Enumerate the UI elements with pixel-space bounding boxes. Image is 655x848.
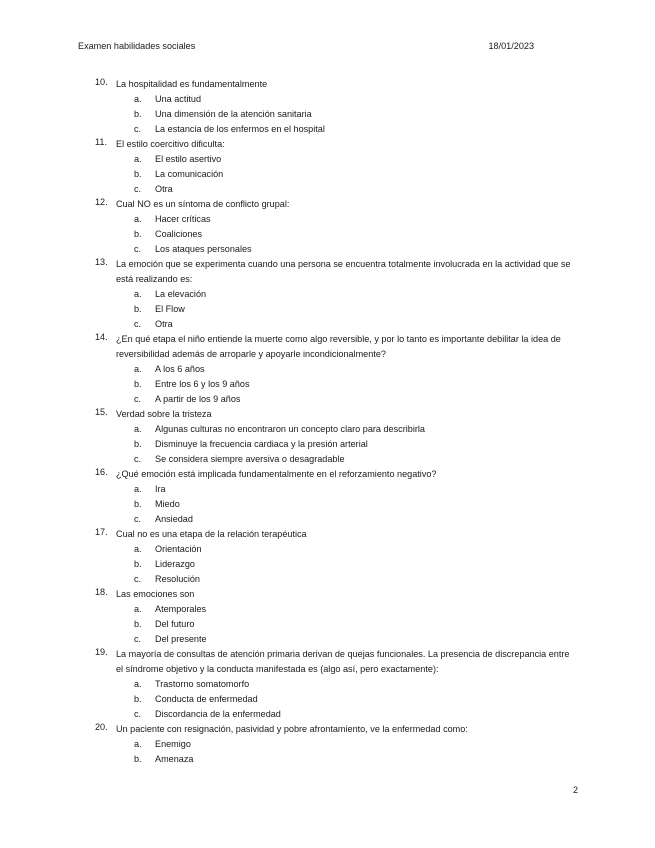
question-row — [0, 332, 579, 362]
option-text: Disminuye la frecuencia cardiaca y la presión arterial — [155, 439, 368, 449]
question-row — [0, 467, 579, 482]
question-text: ¿Qué emoción está implicada fundamentalmente en el reforzamiento negativo? — [116, 469, 437, 479]
question-number: 18. — [95, 587, 108, 597]
answer-option — [0, 212, 655, 227]
answer-option — [0, 422, 655, 437]
option-letter: b. — [134, 694, 142, 704]
question-item — [0, 137, 655, 197]
option-letter: a. — [134, 424, 142, 434]
option-text: Atemporales — [155, 604, 207, 614]
answer-option — [0, 677, 655, 692]
option-letter: b. — [134, 379, 142, 389]
document-date: 18/01/2023 — [488, 41, 534, 51]
option-text: El estilo asertivo — [155, 154, 222, 164]
answer-option — [0, 602, 655, 617]
option-text: La elevación — [155, 289, 207, 299]
option-text: Una dimensión de la atención sanitaria — [155, 109, 312, 119]
option-text: Miedo — [155, 499, 180, 509]
question-number: 14. — [95, 332, 108, 342]
question-item — [0, 647, 655, 722]
question-row — [0, 197, 579, 212]
option-text: Orientación — [155, 544, 202, 554]
question-text: Verdad sobre la tristeza — [116, 409, 212, 419]
option-letter: b. — [134, 559, 142, 569]
question-text: La hospitalidad es fundamentalmente — [116, 79, 268, 89]
question-item — [0, 407, 655, 467]
answer-option — [0, 392, 655, 407]
answer-option — [0, 707, 655, 722]
answer-option — [0, 692, 655, 707]
option-letter: b. — [134, 619, 142, 629]
option-letter: b. — [134, 499, 142, 509]
option-text: Entre los 6 y los 9 años — [155, 379, 250, 389]
document-title: Examen habilidades sociales — [78, 41, 196, 51]
option-text: Amenaza — [155, 754, 194, 764]
option-text: La comunicación — [155, 169, 224, 179]
option-text: Otra — [155, 184, 173, 194]
question-item — [0, 257, 655, 332]
option-text: Hacer críticas — [155, 214, 211, 224]
option-text: Liderazgo — [155, 559, 195, 569]
option-letter: b. — [134, 304, 142, 314]
option-letter: c. — [134, 244, 142, 254]
option-text: Discordancia de la enfermedad — [155, 709, 281, 719]
option-letter: a. — [134, 484, 142, 494]
page-header — [78, 41, 534, 55]
question-row — [0, 722, 579, 737]
option-letter: c. — [134, 394, 142, 404]
option-letter: b. — [134, 109, 142, 119]
question-text: La mayoría de consultas de atención primaria derivan de quejas funcionales. La presencia de discrepancia entre el síndrome objetivo y la conducta manifestada es (algo así, pero exactamente): — [116, 649, 570, 674]
question-number: 20. — [95, 722, 108, 732]
answer-option — [0, 317, 655, 332]
option-letter: c. — [134, 514, 142, 524]
option-letter: a. — [134, 544, 142, 554]
question-text: Cual NO es un síntoma de conflicto grupal: — [116, 199, 290, 209]
option-text: Los ataques personales — [155, 244, 252, 254]
question-text: La emoción que se experimenta cuando una persona se encuentra totalmente involucrada en la actividad que se está realizando es: — [116, 259, 571, 284]
question-row — [0, 77, 579, 92]
answer-option — [0, 557, 655, 572]
question-item — [0, 527, 655, 587]
question-number: 15. — [95, 407, 108, 417]
answer-option — [0, 107, 655, 122]
question-text: El estilo coercitivo dificulta: — [116, 139, 225, 149]
answer-option — [0, 512, 655, 527]
answer-option — [0, 152, 655, 167]
question-item — [0, 77, 655, 137]
answer-option — [0, 437, 655, 452]
question-row — [0, 137, 579, 152]
option-text: Resolución — [155, 574, 200, 584]
option-letter: c. — [134, 184, 142, 194]
option-letter: a. — [134, 739, 142, 749]
option-letter: a. — [134, 214, 142, 224]
question-number: 10. — [95, 77, 108, 87]
option-letter: a. — [134, 94, 142, 104]
question-item — [0, 722, 655, 767]
option-letter: c. — [134, 709, 142, 719]
answer-option — [0, 287, 655, 302]
option-letter: a. — [134, 679, 142, 689]
answer-option — [0, 452, 655, 467]
question-text: Un paciente con resignación, pasividad y pobre afrontamiento, ve la enfermedad como: — [116, 724, 468, 734]
option-letter: c. — [134, 574, 142, 584]
option-text: Ira — [155, 484, 166, 494]
answer-option — [0, 362, 655, 377]
option-letter: b. — [134, 229, 142, 239]
option-text: Trastorno somatomorfo — [155, 679, 250, 689]
answer-option — [0, 572, 655, 587]
option-letter: c. — [134, 124, 142, 134]
answer-option — [0, 377, 655, 392]
answer-option — [0, 632, 655, 647]
question-row — [0, 527, 579, 542]
question-number: 17. — [95, 527, 108, 537]
option-text: A partir de los 9 años — [155, 394, 241, 404]
question-list — [0, 77, 655, 767]
question-text: ¿En qué etapa el niño entiende la muerte como algo reversible, y por lo tanto es importante debilitar la idea de reversibilidad además de arroparle y apoyarle incondicionalmente? — [116, 334, 561, 359]
answer-option — [0, 182, 655, 197]
option-letter: b. — [134, 169, 142, 179]
answer-option — [0, 542, 655, 557]
option-text: Una actitud — [155, 94, 202, 104]
option-text: Conducta de enfermedad — [155, 694, 258, 704]
answer-option — [0, 227, 655, 242]
option-text: El Flow — [155, 304, 185, 314]
option-letter: a. — [134, 289, 142, 299]
option-text: Del presente — [155, 634, 207, 644]
option-letter: a. — [134, 604, 142, 614]
question-number: 11. — [95, 137, 107, 147]
question-row — [0, 587, 579, 602]
option-text: Algunas culturas no encontraron un concepto claro para describirla — [155, 424, 425, 434]
question-item — [0, 467, 655, 527]
option-text: A los 6 años — [155, 364, 205, 374]
option-text: La estancia de los enfermos en el hospital — [155, 124, 325, 134]
option-letter: a. — [134, 154, 142, 164]
option-letter: b. — [134, 439, 142, 449]
option-letter: c. — [134, 454, 142, 464]
answer-option — [0, 92, 655, 107]
answer-option — [0, 482, 655, 497]
answer-option — [0, 242, 655, 257]
question-row — [0, 257, 579, 287]
answer-option — [0, 122, 655, 137]
question-text: Las emociones son — [116, 589, 195, 599]
question-number: 16. — [95, 467, 108, 477]
answer-option — [0, 737, 655, 752]
answer-option — [0, 752, 655, 767]
question-row — [0, 407, 579, 422]
option-letter: b. — [134, 754, 142, 764]
question-text: Cual no es una etapa de la relación terapéutica — [116, 529, 307, 539]
option-letter: a. — [134, 364, 142, 374]
page-number: 2 — [573, 785, 579, 795]
answer-option — [0, 617, 655, 632]
option-letter: c. — [134, 634, 142, 644]
answer-option — [0, 302, 655, 317]
option-text: Enemigo — [155, 739, 191, 749]
question-row — [0, 647, 579, 677]
question-number: 19. — [95, 647, 108, 657]
option-text: Coaliciones — [155, 229, 203, 239]
answer-option — [0, 167, 655, 182]
question-item — [0, 197, 655, 257]
option-text: Se considera siempre aversiva o desagradable — [155, 454, 345, 464]
option-text: Ansiedad — [155, 514, 193, 524]
option-letter: c. — [134, 319, 142, 329]
answer-option — [0, 497, 655, 512]
option-text: Otra — [155, 319, 173, 329]
question-number: 12. — [95, 197, 108, 207]
question-item — [0, 587, 655, 647]
question-number: 13. — [95, 257, 108, 267]
option-text: Del futuro — [155, 619, 195, 629]
question-item — [0, 332, 655, 407]
